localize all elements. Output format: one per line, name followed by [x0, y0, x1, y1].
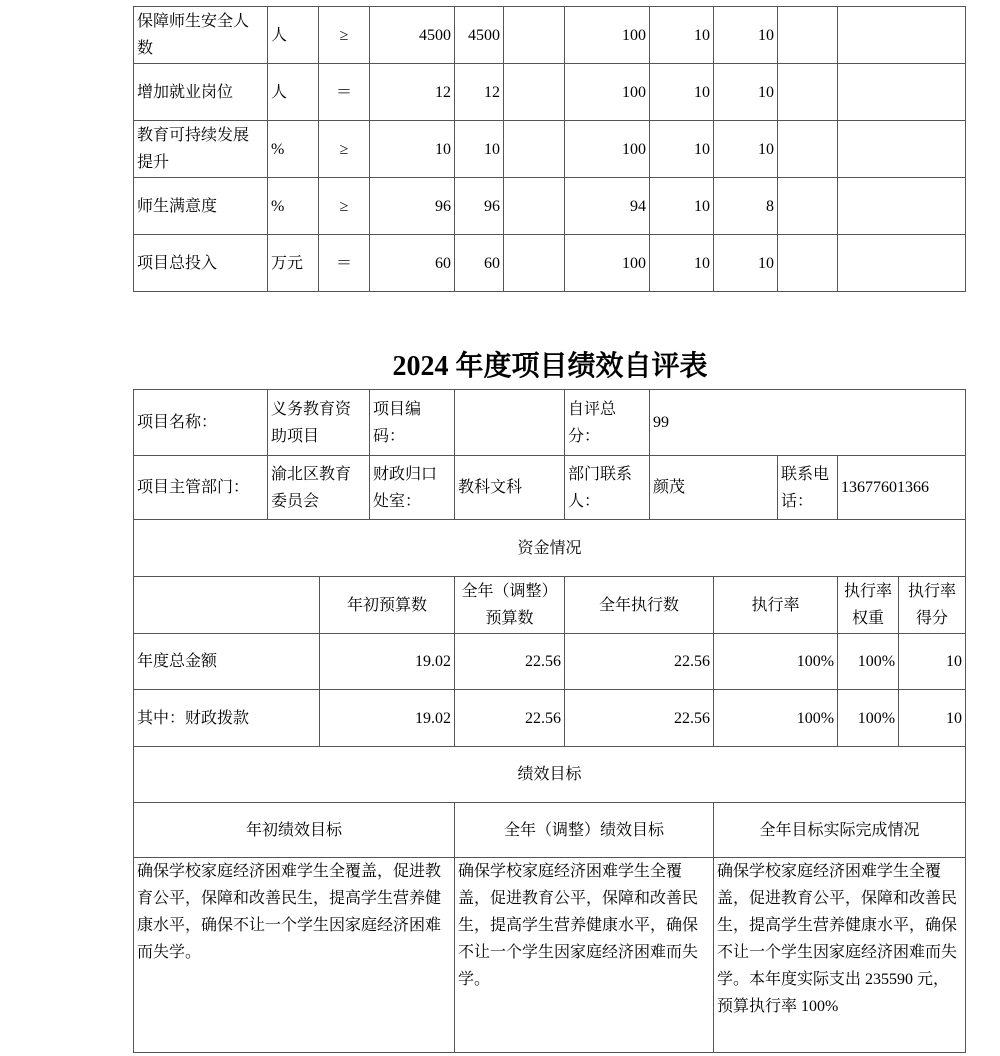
empty-cell — [778, 7, 838, 64]
empty-cell — [838, 7, 966, 64]
actual-completion: 确保学校家庭经济困难学生全覆盖，促进教育公平，保障和改善民生，提高学生营养健康水平，确保不让一个学生因家庭经济困难而失学。本年度实际支出 235590 元，预算执行率 100% — [714, 858, 966, 1053]
empty-cell — [778, 121, 838, 178]
funding-cell: 100% — [838, 690, 899, 747]
indicator-blank — [504, 7, 565, 64]
indicator-name: 保障师生安全人数 — [134, 7, 268, 64]
code-label: 项目编码： — [370, 390, 455, 456]
phone-value: 13677601366 — [838, 456, 966, 520]
project-name-label: 项目名称： — [134, 390, 268, 456]
indicator-op: ＝ — [319, 235, 370, 292]
indicator-weight: 10 — [650, 178, 714, 235]
funding-row — [134, 690, 966, 747]
indicator-score: 10 — [714, 121, 778, 178]
indicator-target: 12 — [370, 64, 455, 121]
indicator-score: 10 — [714, 7, 778, 64]
empty-cell — [778, 64, 838, 121]
indicator-row — [134, 121, 966, 178]
indicator-blank — [504, 64, 565, 121]
funding-cell: 19.02 — [320, 634, 455, 690]
indicator-unit: 人 — [268, 64, 319, 121]
indicator-target: 96 — [370, 178, 455, 235]
indicator-target: 10 — [370, 121, 455, 178]
empty-cell — [838, 178, 966, 235]
funding-cell: 22.56 — [565, 634, 714, 690]
indicator-adjusted: 60 — [455, 235, 504, 292]
goals-header: 全年目标实际完成情况 — [714, 803, 966, 858]
goals-header: 全年（调整）绩效目标 — [455, 803, 714, 858]
indicator-row — [134, 64, 966, 121]
indicator-target: 60 — [370, 235, 455, 292]
indicator-score: 10 — [714, 64, 778, 121]
funding-cell: 其中：财政拨款 — [134, 690, 320, 747]
indicator-name: 增加就业岗位 — [134, 64, 268, 121]
contact-label: 部门联系人： — [565, 456, 650, 520]
indicator-target: 4500 — [370, 7, 455, 64]
phone-label: 联系电话： — [778, 456, 838, 520]
self-evaluation-table — [133, 389, 966, 1053]
indicator-actual: 100 — [565, 7, 650, 64]
indicator-adjusted: 10 — [455, 121, 504, 178]
indicator-row — [134, 178, 966, 235]
goals-header: 年初绩效目标 — [134, 803, 455, 858]
empty-cell — [778, 235, 838, 292]
funding-cell: 100% — [838, 634, 899, 690]
indicator-unit: 万元 — [268, 235, 319, 292]
indicator-actual: 94 — [565, 178, 650, 235]
indicator-actual: 100 — [565, 235, 650, 292]
indicator-blank — [504, 121, 565, 178]
code-value — [455, 390, 565, 456]
indicator-unit: 人 — [268, 7, 319, 64]
indicator-weight: 10 — [650, 235, 714, 292]
indicator-weight: 10 — [650, 121, 714, 178]
empty-cell — [838, 64, 966, 121]
funding-cell: 年度总金额 — [134, 634, 320, 690]
self-score: 99 — [650, 390, 966, 456]
contact-value: 颜茂 — [650, 456, 778, 520]
indicator-adjusted: 96 — [455, 178, 504, 235]
funding-row — [134, 634, 966, 690]
indicator-unit: % — [268, 121, 319, 178]
funding-cell: 22.56 — [565, 690, 714, 747]
info-row-1 — [134, 390, 966, 456]
dept-label: 项目主管部门： — [134, 456, 268, 520]
indicator-actual: 100 — [565, 64, 650, 121]
indicator-unit: % — [268, 178, 319, 235]
funding-header: 执行率得分 — [899, 577, 966, 634]
funding-header: 执行率权重 — [838, 577, 899, 634]
finance-value: 教科文科 — [455, 456, 565, 520]
funding-cell: 10 — [899, 634, 966, 690]
empty-cell — [778, 178, 838, 235]
indicator-weight: 10 — [650, 7, 714, 64]
funding-header: 全年（调整）预算数 — [455, 577, 565, 634]
indicator-adjusted: 12 — [455, 64, 504, 121]
funding-section-title: 资金情况 — [134, 520, 966, 577]
indicator-weight: 10 — [650, 64, 714, 121]
finance-label: 财政归口处室： — [370, 456, 455, 520]
indicator-table — [133, 6, 966, 292]
indicator-score: 10 — [714, 235, 778, 292]
indicator-op: ≥ — [319, 178, 370, 235]
funding-cell: 100% — [714, 634, 838, 690]
indicator-blank — [504, 178, 565, 235]
funding-cell: 19.02 — [320, 690, 455, 747]
indicator-adjusted: 4500 — [455, 7, 504, 64]
indicator-name: 教育可持续发展提升 — [134, 121, 268, 178]
indicator-op: ≥ — [319, 121, 370, 178]
indicator-blank — [504, 235, 565, 292]
funding-header-row — [134, 577, 966, 634]
funding-header: 年初预算数 — [320, 577, 455, 634]
empty-cell — [838, 235, 966, 292]
indicator-row — [134, 235, 966, 292]
goals-header-row — [134, 803, 966, 858]
indicator-name: 师生满意度 — [134, 178, 268, 235]
self-score-label: 自评总分： — [565, 390, 650, 456]
indicator-actual: 100 — [565, 121, 650, 178]
indicator-score: 8 — [714, 178, 778, 235]
funding-cell: 22.56 — [455, 690, 565, 747]
funding-cell: 10 — [899, 690, 966, 747]
funding-cell: 22.56 — [455, 634, 565, 690]
info-row-2 — [134, 456, 966, 520]
initial-goal: 确保学校家庭经济困难学生全覆盖，促进教育公平，保障和改善民生，提高学生营养健康水平，确保不让一个学生因家庭经济困难而失学。 — [134, 858, 455, 1053]
indicator-op: ＝ — [319, 64, 370, 121]
funding-header — [134, 577, 320, 634]
indicator-name: 项目总投入 — [134, 235, 268, 292]
goals-section-title: 绩效目标 — [134, 747, 966, 803]
project-name: 义务教育资助项目 — [268, 390, 370, 456]
empty-cell — [838, 121, 966, 178]
page-title: 2024 年度项目绩效自评表 — [392, 351, 708, 382]
funding-header: 全年执行数 — [565, 577, 714, 634]
dept-value: 渝北区教育委员会 — [268, 456, 370, 520]
funding-cell: 100% — [714, 690, 838, 747]
adjusted-goal: 确保学校家庭经济困难学生全覆盖，促进教育公平，保障和改善民生，提高学生营养健康水平，确保不让一个学生因家庭经济困难而失学。 — [455, 858, 714, 1053]
funding-header: 执行率 — [714, 577, 838, 634]
indicator-op: ≥ — [319, 7, 370, 64]
indicator-row — [134, 7, 966, 64]
goals-row — [134, 858, 966, 1053]
